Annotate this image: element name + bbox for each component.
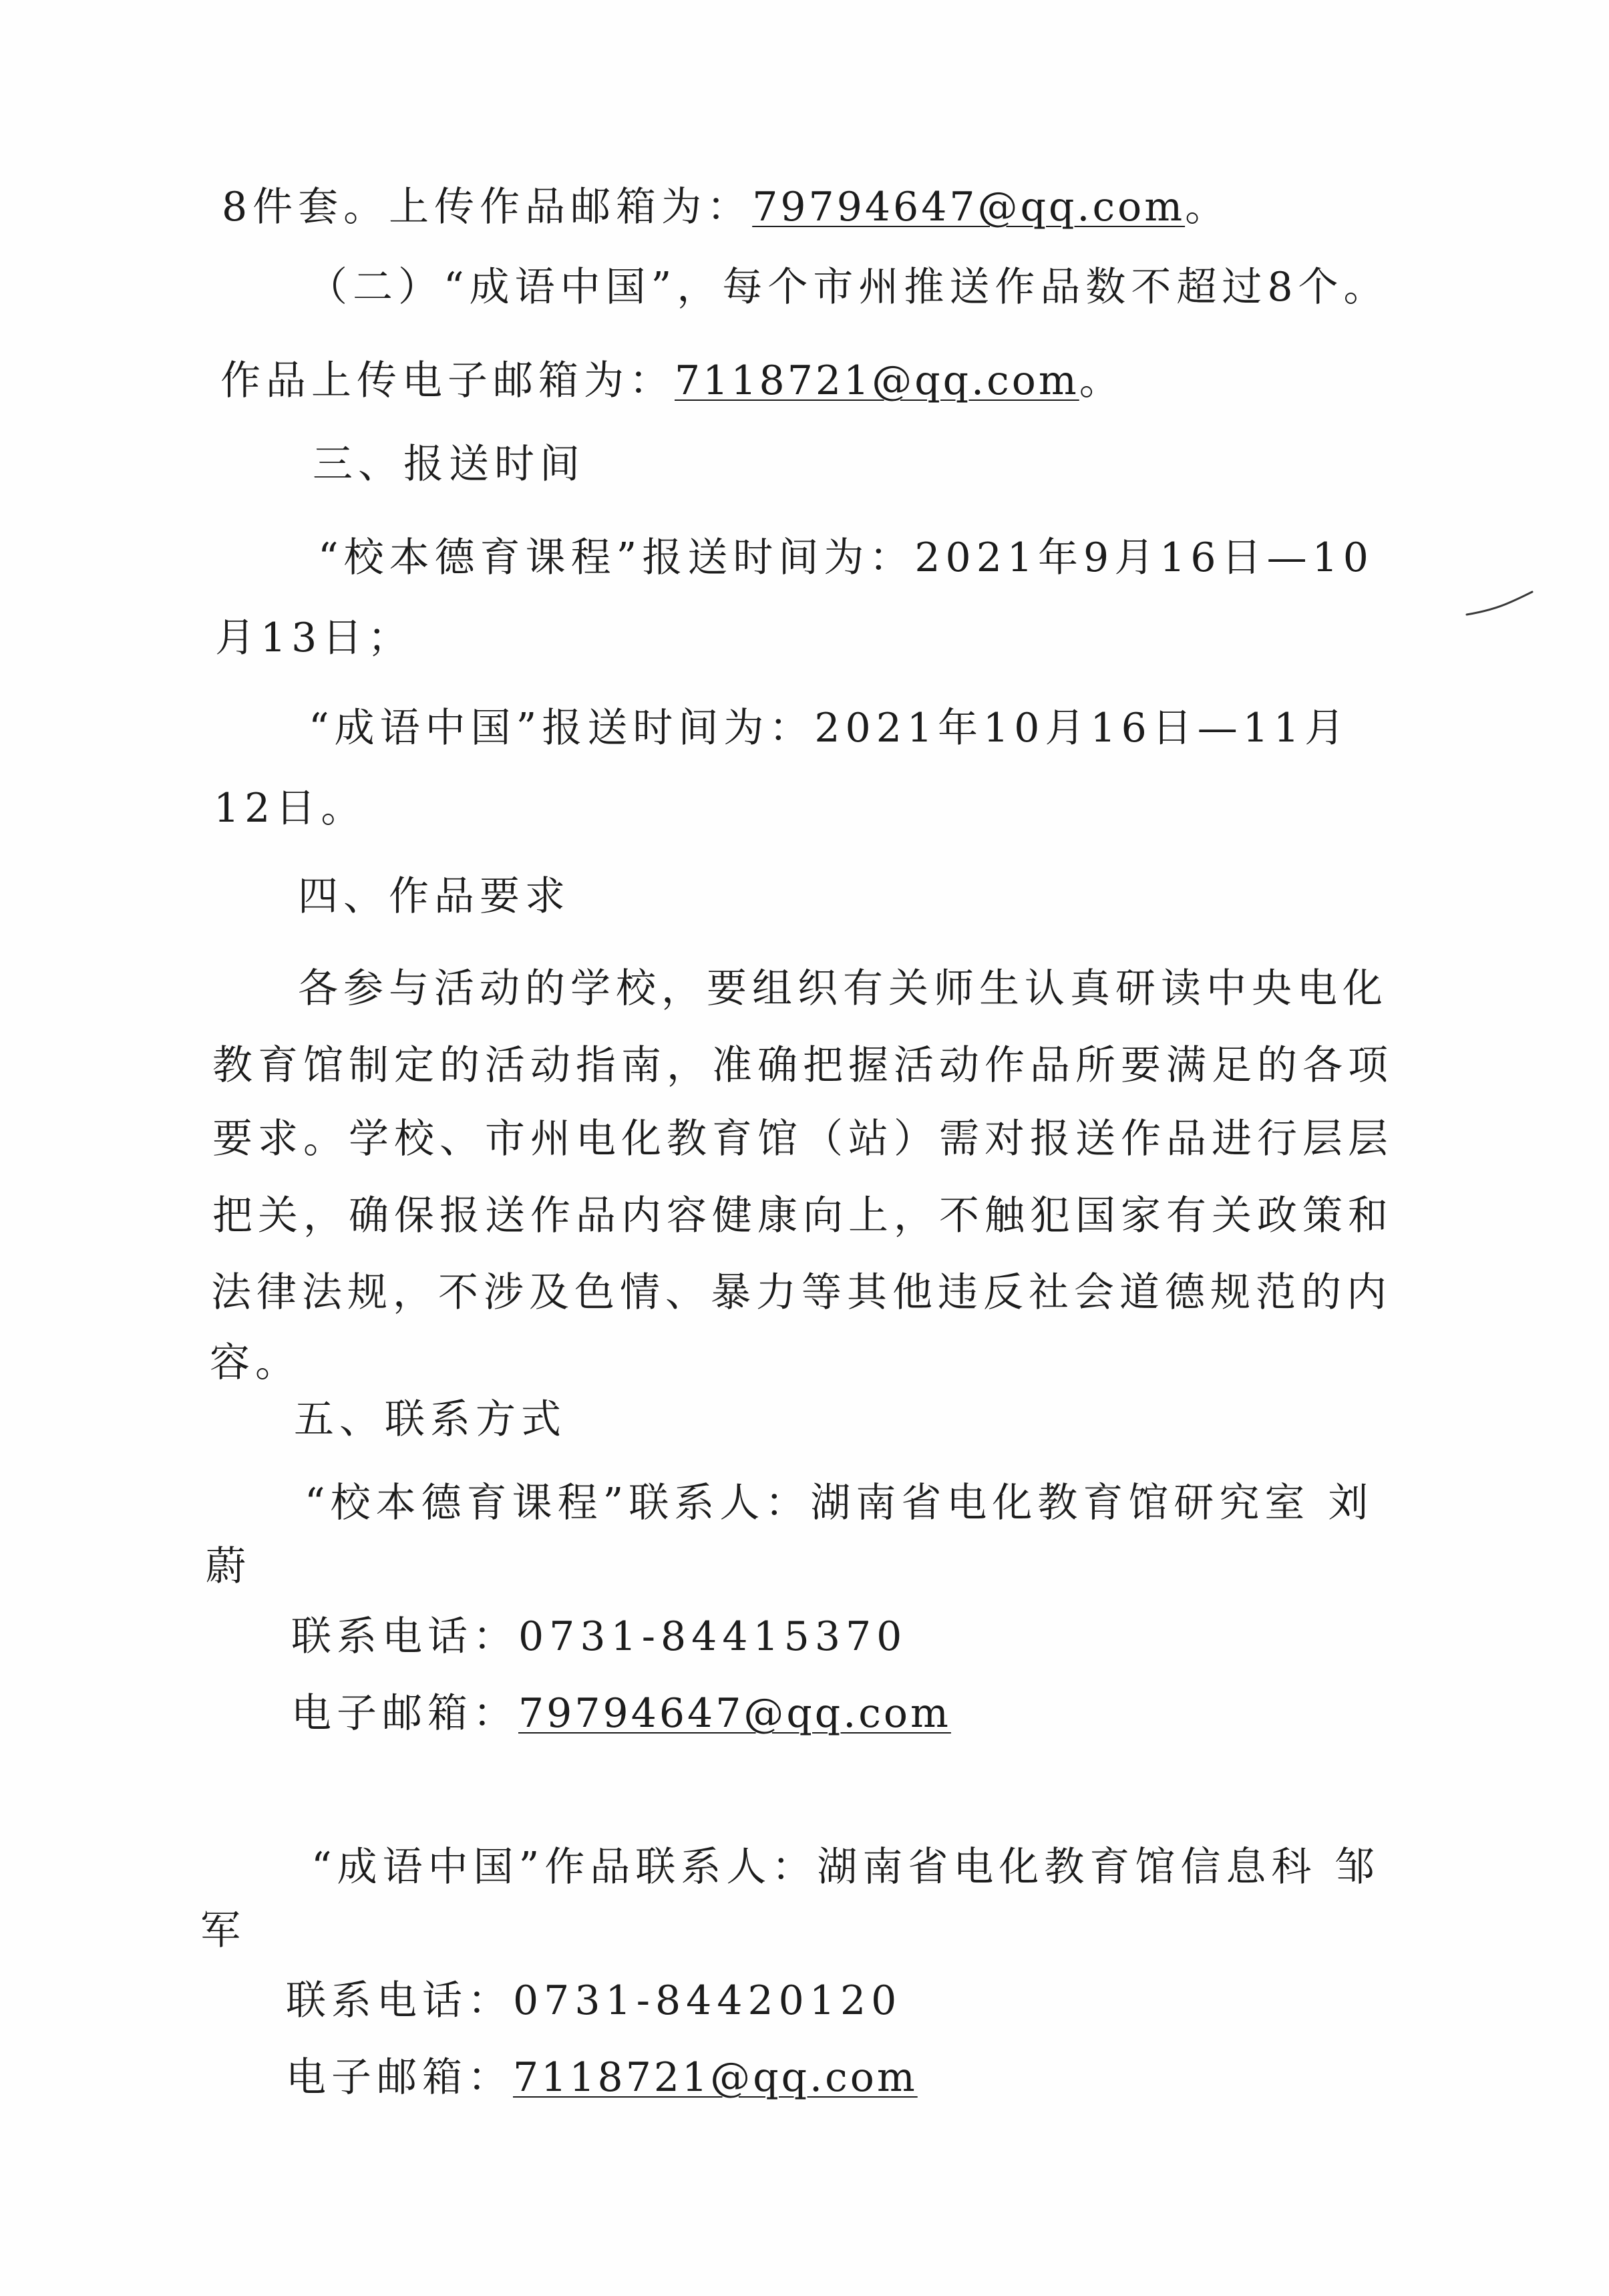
line-text: “校本德育课程”联系人：湖南省电化教育馆研究室 刘	[305, 1480, 1374, 1526]
phone-text: 联系电话：0731-84415370	[291, 1613, 908, 1660]
email-link[interactable]: 7118721@qq.com	[675, 357, 1079, 404]
body-line	[214, 782, 366, 835]
body-line	[212, 1112, 1393, 1166]
line-text: 蔚	[206, 1543, 251, 1590]
line-text: （二）“成语中国”，每个市州推送作品数不超过8个。	[307, 264, 1389, 311]
body-line	[211, 1266, 1392, 1319]
body-line	[305, 1476, 1373, 1530]
line-text: 教育馆制定的活动指南，准确把握活动作品所要满足的各项	[212, 1042, 1393, 1089]
line-text: 月13日；	[215, 615, 413, 661]
body-line	[311, 1840, 1380, 1894]
email-link[interactable]: 79794647@qq.com	[752, 184, 1186, 230]
line-text: “成语中国”作品联系人：湖南省电化教育馆信息科 邹	[311, 1844, 1381, 1891]
line-text: 要求。学校、市州电化教育馆（站）需对报送作品进行层层	[212, 1116, 1393, 1162]
body-line	[298, 962, 1388, 1015]
line-text: 作品上传电子邮箱为：	[220, 357, 675, 404]
body-line	[309, 701, 1350, 755]
line-text-end: 。	[1185, 184, 1231, 230]
body-line	[307, 261, 1389, 314]
contact-email	[291, 1687, 951, 1740]
line-text: 各参与活动的学校，要组织有关师生认真研读中央电化	[298, 965, 1388, 1012]
body-line	[318, 531, 1374, 585]
phone-text: 联系电话：0731-84420120	[286, 1977, 902, 2024]
line-text: 容。	[210, 1339, 301, 1386]
line-text-end: 。	[1079, 357, 1125, 404]
line-text: “成语中国”报送时间为：2021年10月16日—11月	[309, 705, 1351, 752]
line-text: 法律法规，不涉及色情、暴力等其他违反社会道德规范的内	[211, 1269, 1392, 1316]
heading-text: 三、报送时间	[313, 441, 585, 488]
email-label: 电子邮箱：	[286, 2054, 513, 2101]
body-line	[210, 1336, 301, 1389]
body-line	[200, 1904, 246, 1957]
body-line	[220, 354, 1125, 407]
body-line	[206, 1540, 251, 1593]
section-heading	[298, 870, 570, 923]
line-text: 军	[200, 1907, 246, 1954]
email-label: 电子邮箱：	[291, 1690, 518, 1737]
line-text: “校本德育课程”报送时间为：2021年9月16日—10	[318, 534, 1374, 581]
line-text: 8件套。上传作品邮箱为：	[222, 184, 753, 230]
contact-phone	[291, 1610, 907, 1663]
email-link[interactable]: 79794647@qq.com	[518, 1690, 951, 1737]
pen-stroke-mark	[1463, 588, 1536, 621]
heading-text: 四、作品要求	[298, 873, 570, 920]
section-heading	[294, 1393, 566, 1446]
email-link[interactable]: 7118721@qq.com	[513, 2054, 918, 2101]
section-heading	[313, 438, 585, 491]
body-line	[215, 611, 413, 665]
line-text: 12日。	[214, 785, 367, 832]
contact-phone	[286, 1974, 902, 2027]
contact-email	[286, 2051, 918, 2104]
body-line	[222, 180, 1230, 234]
body-line	[212, 1039, 1393, 1092]
heading-text: 五、联系方式	[294, 1396, 566, 1443]
body-line	[212, 1189, 1393, 1243]
line-text: 把关，确保报送作品内容健康向上，不触犯国家有关政策和	[212, 1192, 1393, 1239]
